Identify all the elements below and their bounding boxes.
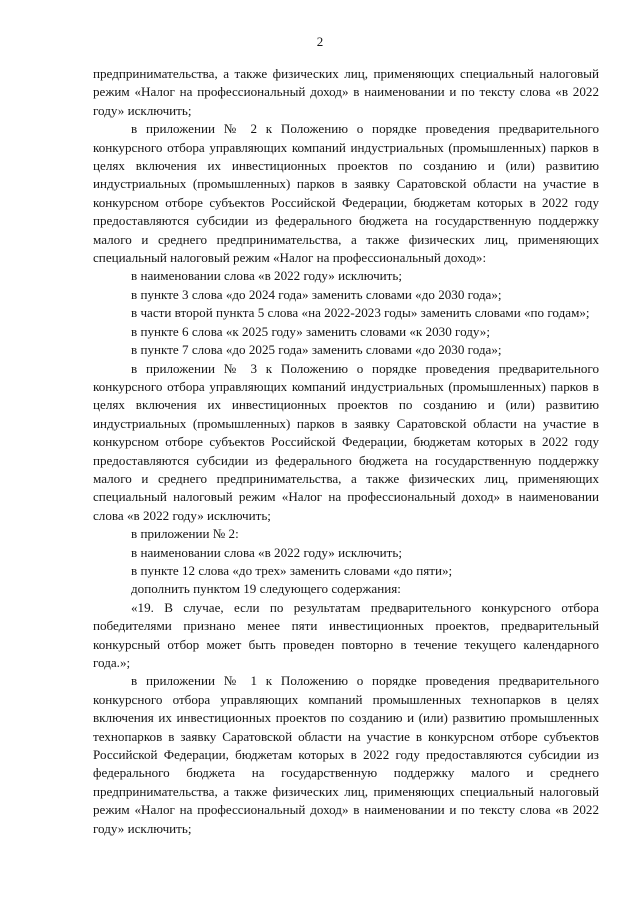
paragraph-sub-appendix-2: в приложении № 2:	[131, 526, 239, 542]
paragraph-appendix-3-header: в приложении № 3 к Положению о порядке проведения предварительного конкурсного отбора управляющих компаний индустриальных (промышленных) парков в целях включения их инвестиционных проектов по созданию и (или) развитию индустриальных (промышленных) парков в заявку Саратовской области на участие в конкурсном отборе субъектов Российской Федерации, бюджетам которых в 2022 году предоставляются субсидии из федерального бюджета на государственную поддержку малого и среднего предпринимательства, а также физических лиц, применяющих специальный налоговый режим «Налог на профессиональный доход» в наименовании слова «в 2022 году» исключить;	[93, 360, 599, 523]
paragraph-sub-title-edit: в наименовании слова «в 2022 году» исключить;	[131, 544, 402, 560]
paragraph-item-19-text: «19. В случае, если по результатам предварительного конкурсного отбора победителями признано менее пяти инвестиционных проектов, предварительный конкурсный отбор может быть проведен повторно в течение текущего календарного года.»;	[93, 599, 599, 670]
paragraph-appendix-1-header: в приложении № 1 к Положению о порядке проведения предварительного конкурсного отбора управляющих компаний промышленных технопарков в целях включения их инвестиционных проектов по созданию и (или) развитию промышленных технопарков в заявку Саратовской области на участие в конкурсном отборе субъектов Российской Федерации, бюджетам которых в 2022 году предоставляются субсидии из федерального бюджета на государственную поддержку малого и среднего предпринимательства, а также физических лиц, применяющих специальный налоговый режим «Налог на профессиональный доход» в наименовании и по тексту слова «в 2022 году» исключить;	[93, 673, 599, 836]
paragraph-item-6-edit: в пункте 6 слова «к 2025 году» заменить словами «к 2030 году»;	[131, 323, 490, 339]
paragraph-add-item-19: дополнить пунктом 19 следующего содержания:	[131, 581, 401, 597]
paragraph-item-3-edit: в пункте 3 слова «до 2024 года» заменить словами «до 2030 года»;	[131, 286, 502, 302]
paragraph-item-7-edit: в пункте 7 слова «до 2025 года» заменить словами «до 2030 года»;	[131, 342, 502, 358]
document-body	[93, 65, 599, 838]
paragraph-appendix-2-header: в приложении № 2 к Положению о порядке проведения предварительного конкурсного отбора управляющих компаний индустриальных (промышленных) парков в целях включения их инвестиционных проектов по созданию и (или) развитию индустриальных (промышленных) парков в заявку Саратовской области на участие в конкурсном отборе субъектов Российской Федерации, бюджетам которых в 2022 году предоставляются субсидии из федерального бюджета на государственную поддержку малого и среднего предпринимательства, а также физических лиц, применяющих специальный налоговый режим «Налог на профессиональный доход»:	[93, 121, 599, 266]
paragraph-item-5-edit: в части второй пункта 5 слова «на 2022-2023 годы» заменить словами «по годам»;	[131, 305, 590, 321]
paragraph-continuation: предпринимательства, а также физических лиц, применяющих специальный налоговый режим «Налог на профессиональный доход» в наименовании и по тексту слова «в 2022 году» исключить;	[93, 66, 599, 118]
paragraph-item-12-edit: в пункте 12 слова «до трех» заменить словами «до пяти»;	[131, 562, 453, 578]
paragraph-title-edit: в наименовании слова «в 2022 году» исключить;	[131, 268, 402, 284]
page-number: 2	[316, 34, 324, 49]
